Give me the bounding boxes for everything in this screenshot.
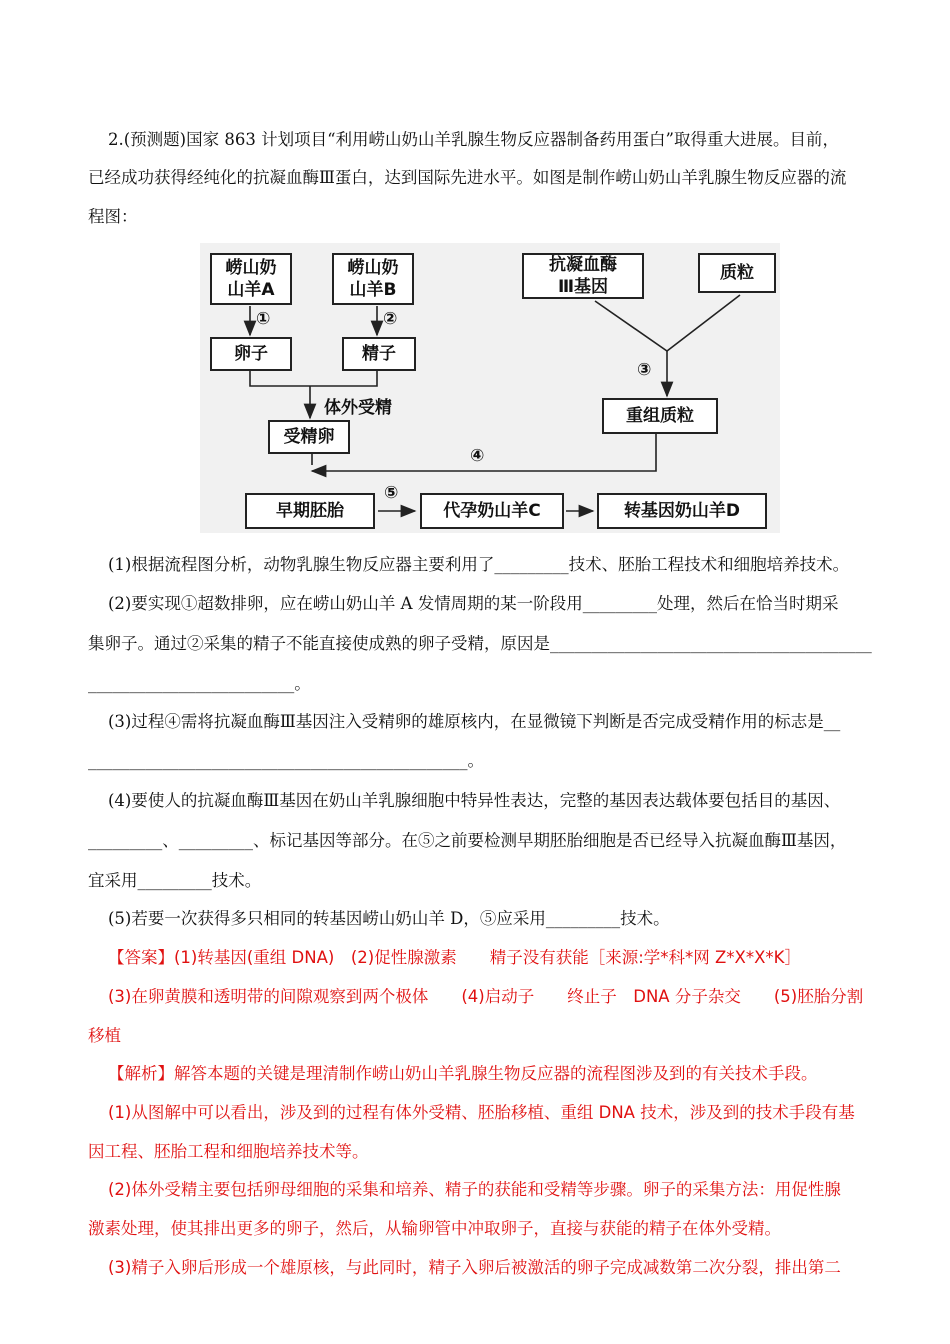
question-intro-line2: 已经成功获得经纯化的抗凝血酶Ⅲ蛋白，达到国际先进水平。如图是制作崂山奶山羊乳腺生物反应器的流: [88, 168, 847, 187]
answer-line2: (3)在卵黄膜和透明带的间隙观察到两个极体 (4)启动子 终止子 DNA 分子杂交 (5)胚胎分割: [108, 987, 864, 1006]
label-step4: ④: [470, 446, 485, 466]
box-transgenic-goat: 转基因奶山羊D: [597, 493, 767, 529]
box-egg: 卵子: [210, 337, 292, 371]
label-in-vitro-fertilization: 体外受精: [324, 398, 392, 418]
merge-line-egg-sperm: [250, 371, 377, 386]
label-step3: ③: [637, 360, 652, 380]
answer-line3: 移植: [88, 1026, 121, 1045]
question-4-line1: (4)要使人的抗凝血酶Ⅲ基因在奶山羊乳腺细胞中特异性表达，完整的基因表达载体要包括目的基因、: [108, 791, 841, 810]
answer-line1: 【答案】(1)转基因(重组 DNA) (2)促性腺激素 精子没有获能［来源:学*科*网 Z*X*X*K］: [108, 948, 801, 967]
analysis-line4: (2)体外受精主要包括卵母细胞的采集和培养、精子的获能和受精等步骤。卵子的采集方法：用促性腺: [108, 1180, 841, 1199]
box-goat-a: 崂山奶 山羊A: [210, 253, 292, 305]
box-recombinant-plasmid: 重组质粒: [602, 398, 718, 434]
box-surrogate-goat: 代孕奶山羊C: [420, 493, 564, 529]
analysis-line3: 因工程、胚胎工程和细胞培养技术等。: [88, 1142, 369, 1161]
box-plasmid: 质粒: [698, 253, 776, 293]
question-2-line1: (2)要实现①超数排卵，应在崂山奶山羊 A 发情周期的某一阶段用_________处理，然后在恰当时期采: [108, 594, 839, 613]
question-4-line2: _________、_________、标记基因等部分。在⑤之前要检测早期胚胎细胞是否已经导入抗凝血酶Ⅲ基因，: [88, 831, 847, 850]
question-4-line3: 宜采用_________技术。: [88, 871, 262, 890]
question-2-line2: 集卵子。通过②采集的精子不能直接使成熟的卵子受精，原因是_______________________________________: [88, 634, 872, 653]
question-1: (1)根据流程图分析，动物乳腺生物反应器主要利用了_________技术、胚胎工程技术和细胞培养技术。: [108, 555, 850, 574]
question-intro-line3: 程图：: [88, 207, 138, 226]
question-3-line2: ______________________________________________。: [88, 751, 484, 770]
merge-line-gene-plasmid: [595, 295, 740, 351]
analysis-line5: 激素处理，使其排出更多的卵子，然后，从输卵管中冲取卵子，直接与获能的精子在体外受精。: [88, 1219, 781, 1238]
analysis-line1: 【解析】解答本题的关键是理清制作崂山奶山羊乳腺生物反应器的流程图涉及到的有关技术手段。: [108, 1064, 818, 1083]
box-goat-b: 崂山奶 山羊B: [332, 253, 414, 305]
label-step5: ⑤: [384, 483, 399, 503]
box-zygote: 受精卵: [268, 420, 350, 454]
flowchart-diagram: [200, 243, 780, 533]
label-step2: ②: [383, 309, 398, 329]
question-3-line1: (3)过程④需将抗凝血酶Ⅲ基因注入受精卵的雄原核内，在显微镜下判断是否完成受精作用的标志是__: [108, 712, 841, 731]
label-step1: ①: [256, 309, 271, 329]
analysis-line6: (3)精子入卵后形成一个雄原核，与此同时，精子入卵后被激活的卵子完成减数第二次分裂，排出第二: [108, 1258, 841, 1277]
analysis-line2: (1)从图解中可以看出，涉及到的过程有体外受精、胚胎移植、重组 DNA 技术，涉及到的技术手段有基: [108, 1103, 855, 1122]
question-2-line3: _________________________。: [88, 674, 311, 693]
box-antithrombin-gene: 抗凝血酶 Ⅲ基因: [522, 253, 644, 299]
question-intro-line1: 2.(预测题)国家 863 计划项目“利用崂山奶山羊乳腺生物反应器制备药用蛋白”取得重大进展。目前，: [108, 130, 839, 149]
box-early-embryo: 早期胚胎: [245, 493, 375, 529]
box-sperm: 精子: [342, 337, 416, 371]
question-5: (5)若要一次获得多只相同的转基因崂山奶山羊 D，⑤应采用_________技术。: [108, 909, 670, 928]
